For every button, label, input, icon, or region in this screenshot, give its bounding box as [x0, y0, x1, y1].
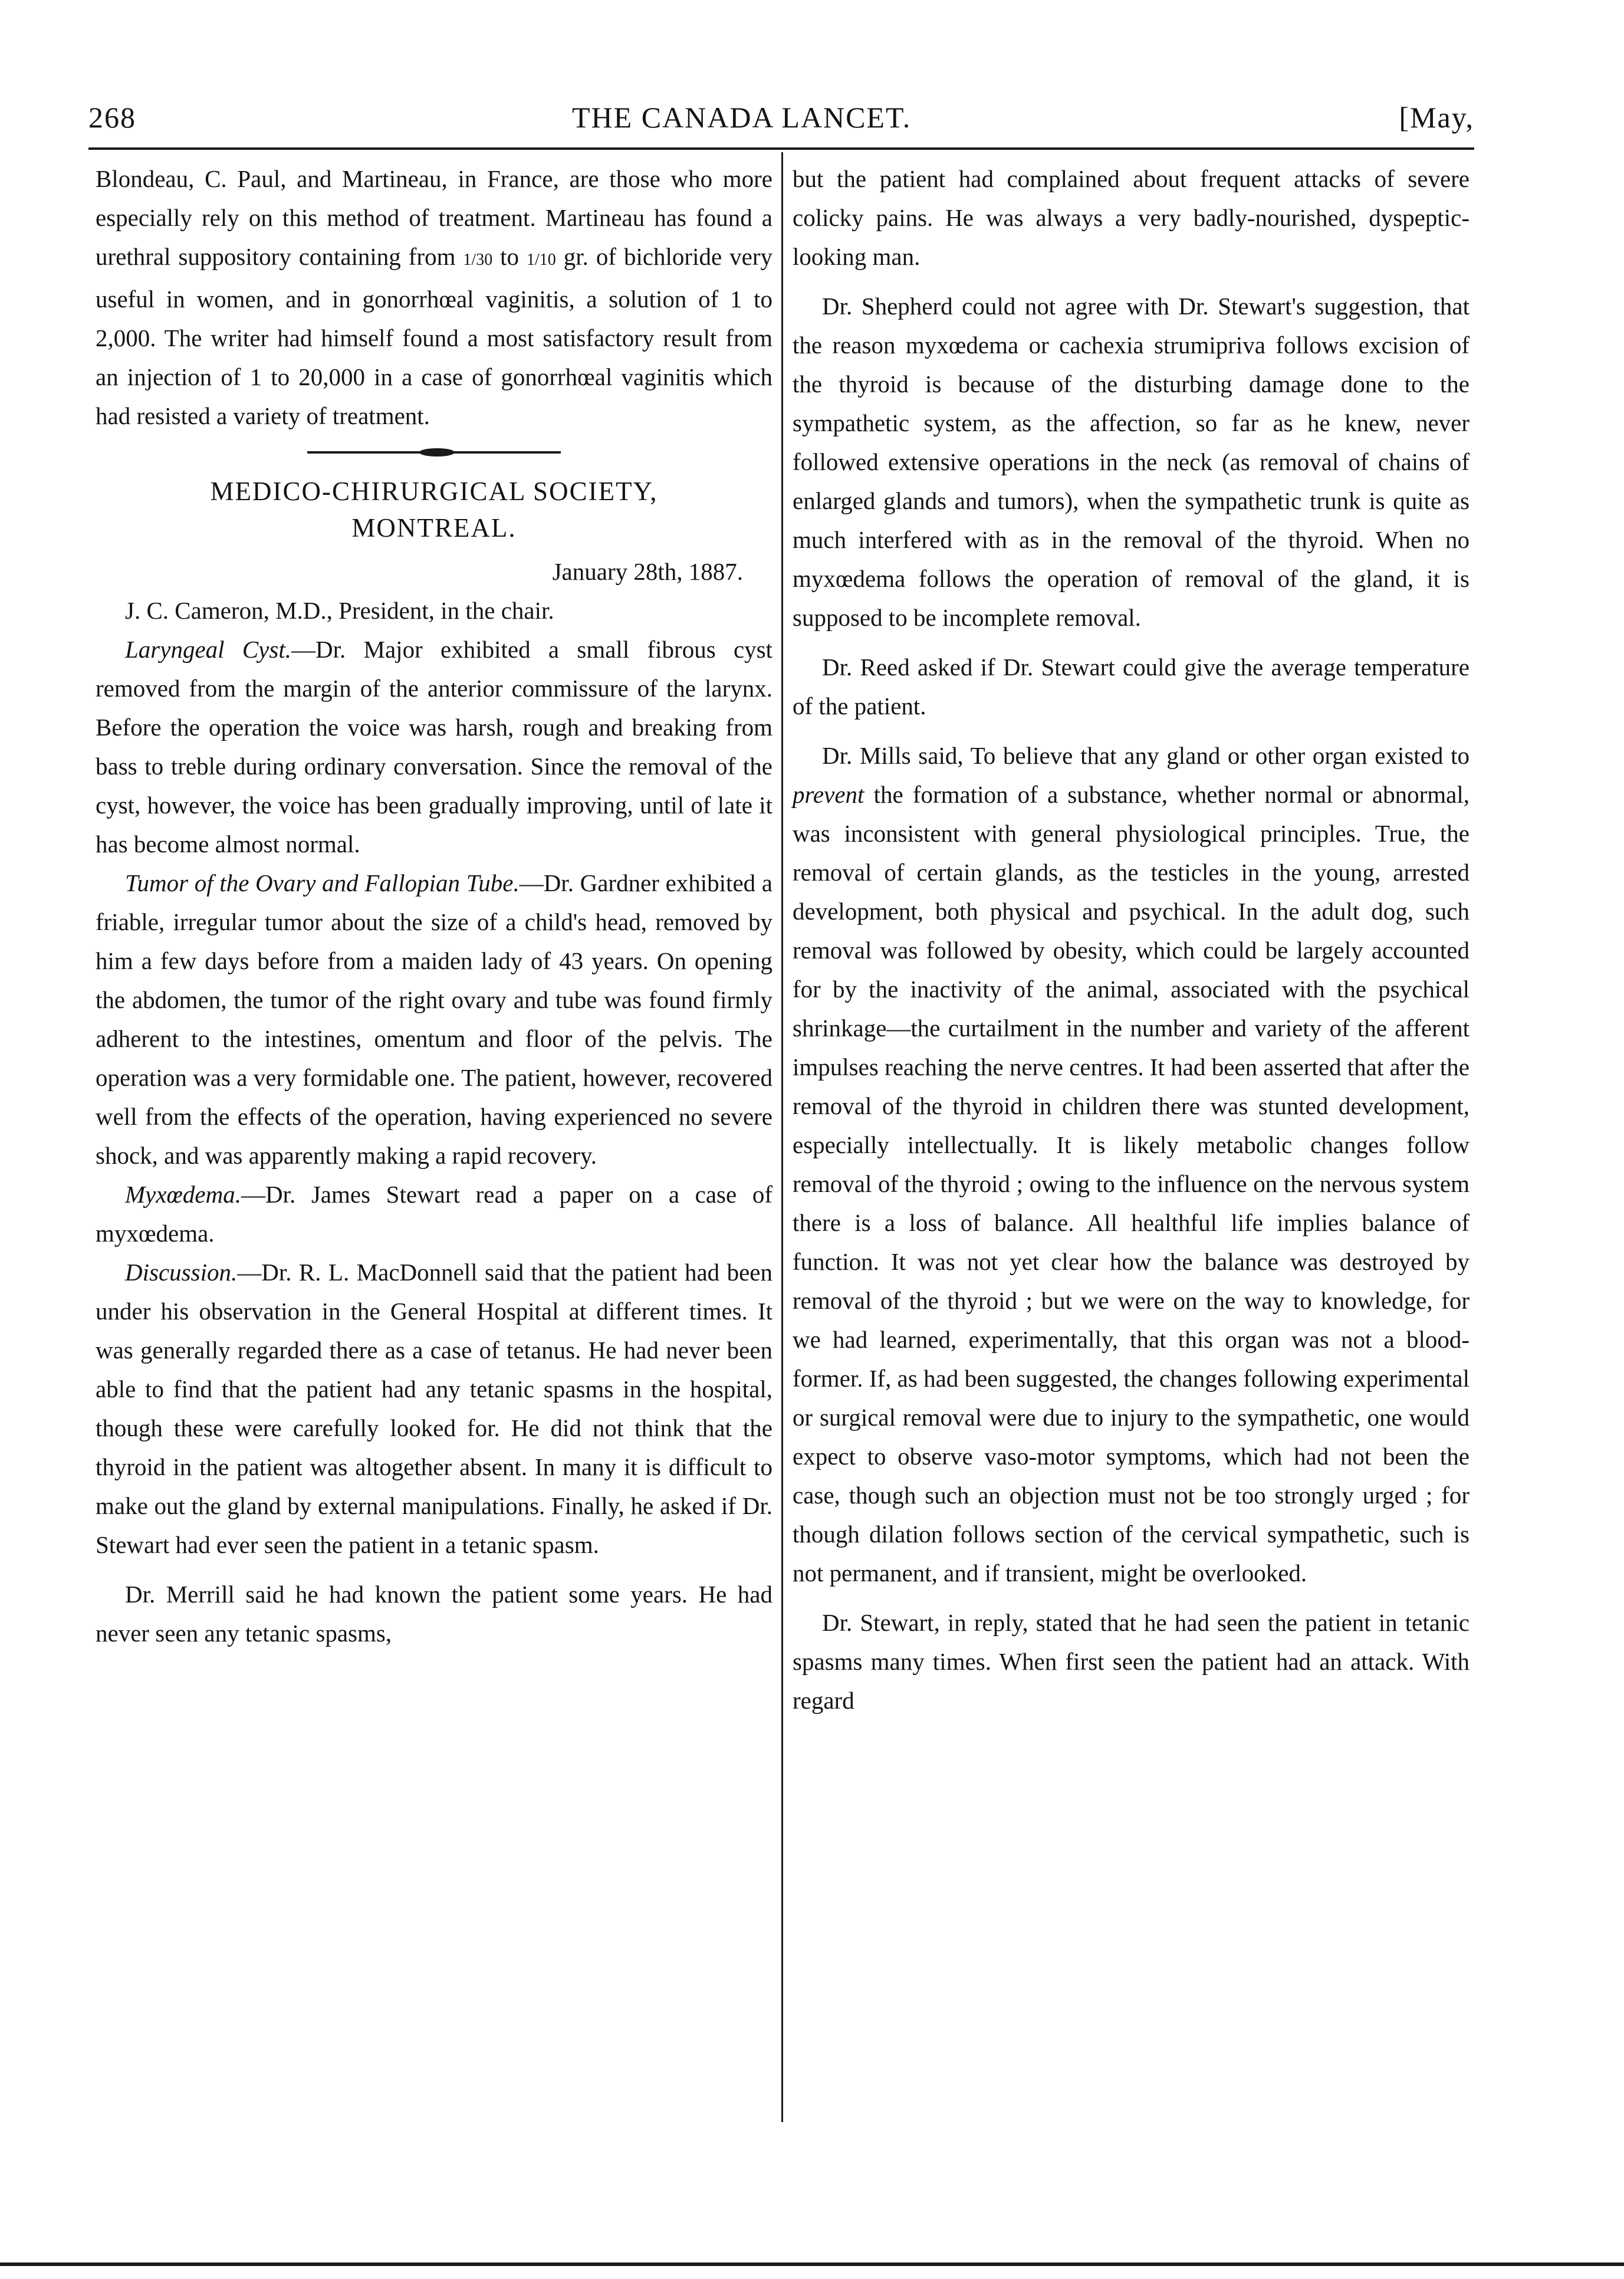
paragraph-tumor: Tumor of the Ovary and Fallopian Tube.—Dr. Gardner exhibited a friable, irregular tumor about the size of a child's head, removed by him a few days before from a maiden lady of 43 years. On opening the abdomen, the tumor of the right ovary and tube was found firmly adherent to the intestines, omentum and floor of the pelvis. The operation was a very formidable one. The patient, however, recovered well from the effects of the operation, having experienced no severe shock, and was apparently making a rapid recovery.	[96, 869, 773, 1169]
fraction-2: 1/10	[527, 251, 556, 269]
page-number: 268	[88, 101, 136, 134]
paragraph-mills: Dr. Mills said, To believe that any gland or other organ existed to prevent the formation of a substance, whether normal or abnormal, was inconsistent with general physiological principles. True, the removal of certain glands, as the testicles in the young, arrested development, both physical and psychical. In the adult dog, such removal was followed by obesity, which could be largely accounted for by the inactivity of the animal, associated with the psychical shrinkage—the curtailment in the number and variety of the afferent impulses reaching the nerve centres. It had been asserted that after the removal of the thyroid in children there was stunted development, especially intellectually. It is likely metabolic changes follow removal of the thyroid ; owing to the influence on the nervous system there is a loss of balance. All healthful life implies balance of function. It was not yet clear how the balance was destroyed by removal of the thyroid ; but we were on the way to knowledge, for we had learned, experimentally, that this organ was not a blood-former. If, as had been suggested, the changes following experimental or surgical removal were due to injury to the sympathetic, one would expect to observe vaso-motor symptoms, which had not been the case, though such an objection must not be too strongly urged ; for though dilation follows section of the cervical sympathetic, such is not permanent, and if transient, might be overlooked.	[793, 742, 1470, 1587]
meeting-date: January 28th, 1887.	[552, 558, 743, 585]
paragraph-shepherd: Dr. Shepherd could not agree with Dr. Stewart's suggestion, that the reason myxœdema or cachexia strumipriva follows excision of the thyroid is because of the disturbing damage done to the sympathetic system, as the affection, so far as he knew, never followed extensive operations in the neck (as removal of chains of enlarged glands and tumors), when the sympathetic trunk is quite as much interfered with as in the removal of the thyroid. When no myxœdema follows the operation of removal of the gland, it is supposed to be incomplete removal.	[793, 293, 1470, 631]
emphasis-prevent: prevent	[793, 781, 864, 808]
paragraph-discussion: Discussion.—Dr. R. L. MacDonnell said that the patient had been under his observation in the General Hospital at different times. It was generally regarded there as a case of tetanus. He had never been able to find that the patient had any tetanic spasms in the hospital, though these were carefully looked for. He did not think that the thyroid in the patient was altogether absent. In many it is difficult to make out the gland by external manipulations. Finally, he asked if Dr. Stewart had ever seen the patient in a tetanic spasm.	[96, 1259, 772, 1558]
column-divider	[781, 152, 783, 2122]
paragraph-reed: Dr. Reed asked if Dr. Stewart could give the average temperature of the patient.	[793, 654, 1470, 720]
right-column	[793, 159, 1470, 1720]
laryngeal-heading: Laryngeal Cyst.	[125, 636, 291, 663]
society-title	[96, 473, 772, 546]
journal-title: THE CANADA LANCET.	[572, 101, 912, 134]
society-title-line-2: MONTREAL.	[351, 513, 517, 543]
paragraph-myxoedema: Myxœdema.—Dr. James Stewart read a paper on a case of myxœdema.	[96, 1181, 772, 1247]
paragraph-stewart-reply: Dr. Stewart, in reply, stated that he had seen the patient in tetanic spasms many times. When first seen the patient had an attack. With regard	[793, 1609, 1470, 1714]
society-title-line-1: MEDICO-CHIRURGICAL SOCIETY,	[210, 477, 658, 506]
myxoedema-heading: Myxœdema.	[125, 1181, 241, 1208]
chair-line: J. C. Cameron, M.D., President, in the chair.	[125, 597, 554, 624]
paragraph-merrill: Dr. Merrill said he had known the patient some years. He had never seen any tetanic spasms,	[96, 1581, 772, 1647]
paragraph-continuation: but the patient had complained about frequent attacks of severe colicky pains. He was always a very badly-nourished, dyspeptic-looking man.	[793, 165, 1470, 270]
section-ornament	[96, 435, 772, 469]
left-column	[96, 159, 772, 1653]
page-bottom-edge	[0, 2262, 1624, 2266]
paragraph-laryngeal-cyst: Laryngeal Cyst.—Dr. Major exhibited a small fibrous cyst removed from the margin of the anterior commissure of the larynx. Before the operation the voice was harsh, rough and breaking from bass to treble during ordinary conversation. Since the removal of the cyst, however, the voice has been gradually improving, until of late it has become almost normal.	[96, 636, 772, 858]
running-head	[88, 100, 1474, 142]
paragraph-treatment: Blondeau, C. Paul, and Martineau, in France, are those who more especially rely on this method of treatment. Martineau has found a urethral suppository containing from 1/30 to 1/10 gr. of bichloride very useful in women, and in gonorrhœal vaginitis, a solution of 1 to 2,000. The writer had himself found a most satisfactory result from an injection of 1 to 20,000 in a case of gonorrhœal vaginitis which had resisted a variety of treatment.	[96, 165, 772, 429]
tumor-heading: Tumor of the Ovary and Fallopian Tube.	[125, 869, 520, 897]
header-rule	[88, 147, 1474, 150]
discussion-heading: Discussion.	[125, 1259, 238, 1286]
fraction-1: 1/30	[463, 251, 493, 269]
running-head-month: [May,	[1399, 101, 1474, 134]
